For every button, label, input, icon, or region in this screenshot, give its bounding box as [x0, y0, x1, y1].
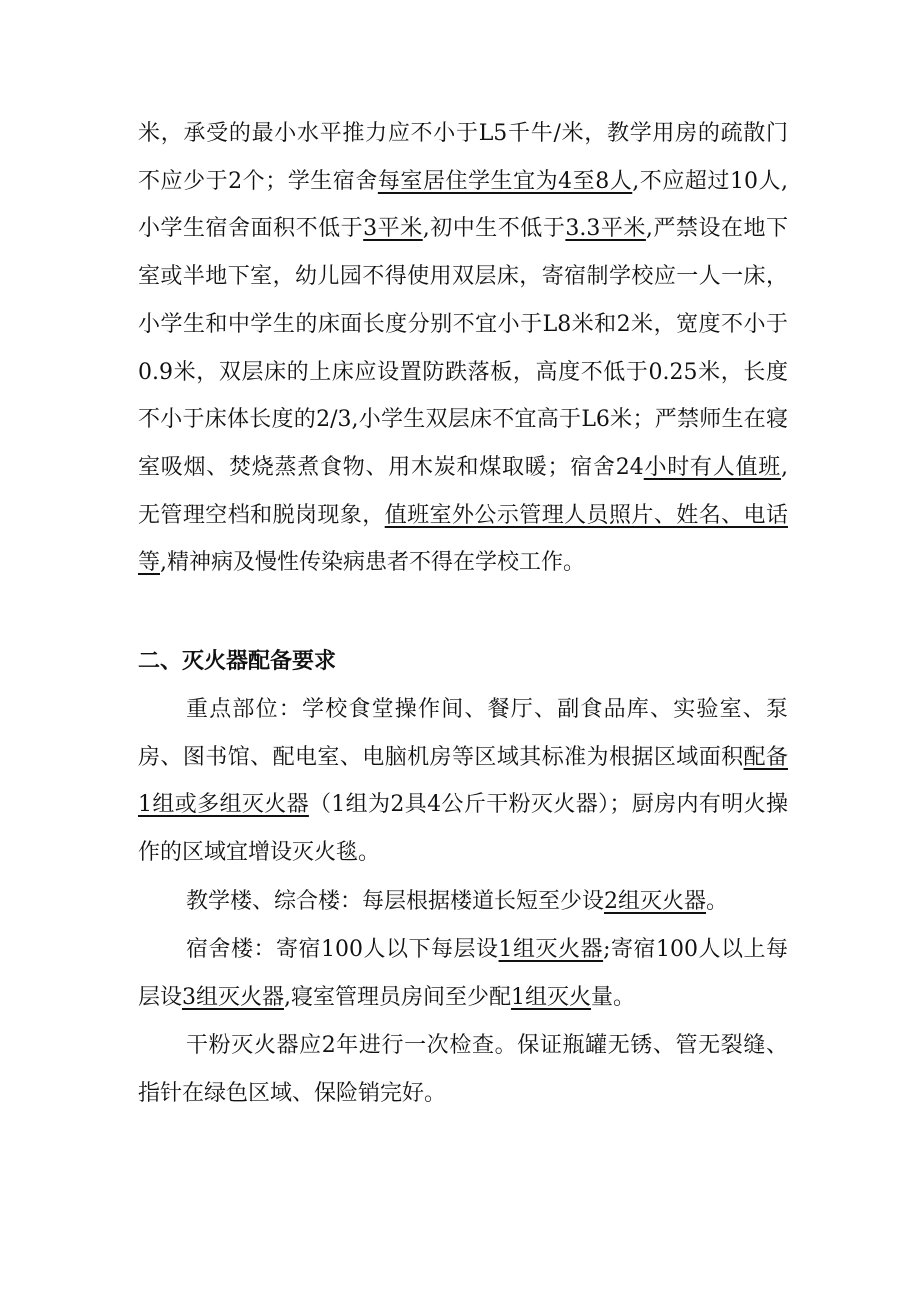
text-run: 米，承受的最小水平推力应不小于L5千牛/米，教学用房的疏散门不应少于2个；学生宿舍	[138, 121, 788, 194]
text-run: 宿舍楼：寄宿100人以下每层设	[186, 937, 499, 962]
paragraph-teaching-building	[138, 878, 788, 926]
underlined-text: 小时有人值班	[643, 454, 781, 480]
paragraph-key-areas	[138, 686, 788, 877]
underlined-text: 3平米	[363, 216, 423, 242]
text-run: ;寄宿100人以上每层设	[138, 937, 789, 1010]
text-run: 教学楼、综合楼：每层根据楼道长短至少设	[186, 889, 605, 914]
underlined-text: 值班室外公示管理人员照片、姓名、电话等	[138, 502, 788, 576]
text-run: 。	[706, 889, 729, 914]
text-run: ,精神病及慢性传染病患者不得在学校工作。	[160, 550, 586, 576]
paragraph-dormitory-building	[138, 926, 788, 1021]
section-heading: 二、灭火器配备要求	[138, 649, 337, 674]
text-run: 干粉灭火器应2年进行一次检查。保证瓶罐无锈、管无裂缝、指针在绿色区域、保险销完好。	[138, 1033, 788, 1106]
underlined-text: 每室居住学生宜为4至8人	[377, 168, 633, 194]
underlined-text: 3.3平米	[565, 216, 646, 242]
underlined-text: 1组灭火器	[498, 937, 604, 962]
paragraph-inspection	[138, 1022, 788, 1117]
text-run: 重点部位：学校食堂操作间、餐厅、副食品库、实验室、泵房、图书馆、配电室、电脑机房等区域其标准为根据区域面积	[138, 697, 788, 770]
text-run: 量。	[591, 984, 636, 1010]
text-run: ,寝室管理员房间至少配	[284, 984, 512, 1010]
underlined-text: 3组灭火器	[182, 984, 285, 1010]
text-run: ,无管理空档和脱岗现象，	[138, 454, 788, 528]
underlined-text: 1组灭火	[511, 984, 592, 1010]
text-run: ,严禁设在地下室或半地下室，幼儿园不得使用双层床，寄宿制学校应一人一床，小学生和中学生的床面长度分别不宜小于L8米和2米，宽度不小于0.9米，双层床的上床应设置防跌落板，高度不低于0.25米，长度不小于床体长度的2/3,小学生双层床不宜高于L6米；严禁师生在寝室吸烟、焚烧蒸煮食物、用木炭和煤取暖；宿舍24	[138, 216, 789, 480]
paragraph-dormitory-rules	[138, 110, 788, 587]
text-run: ,不应超过10人,小学生宿舍面积不低于	[138, 168, 788, 242]
underlined-text: 2组灭火器	[604, 889, 707, 914]
text-run: ,初中生不低于	[422, 216, 566, 242]
text-run: （1组为2具4公斤干粉灭火器）；厨房内有明火操作的区域宜增设灭火毯。	[138, 792, 788, 866]
underlined-text: 配备1组或多组灭火器	[138, 744, 788, 818]
